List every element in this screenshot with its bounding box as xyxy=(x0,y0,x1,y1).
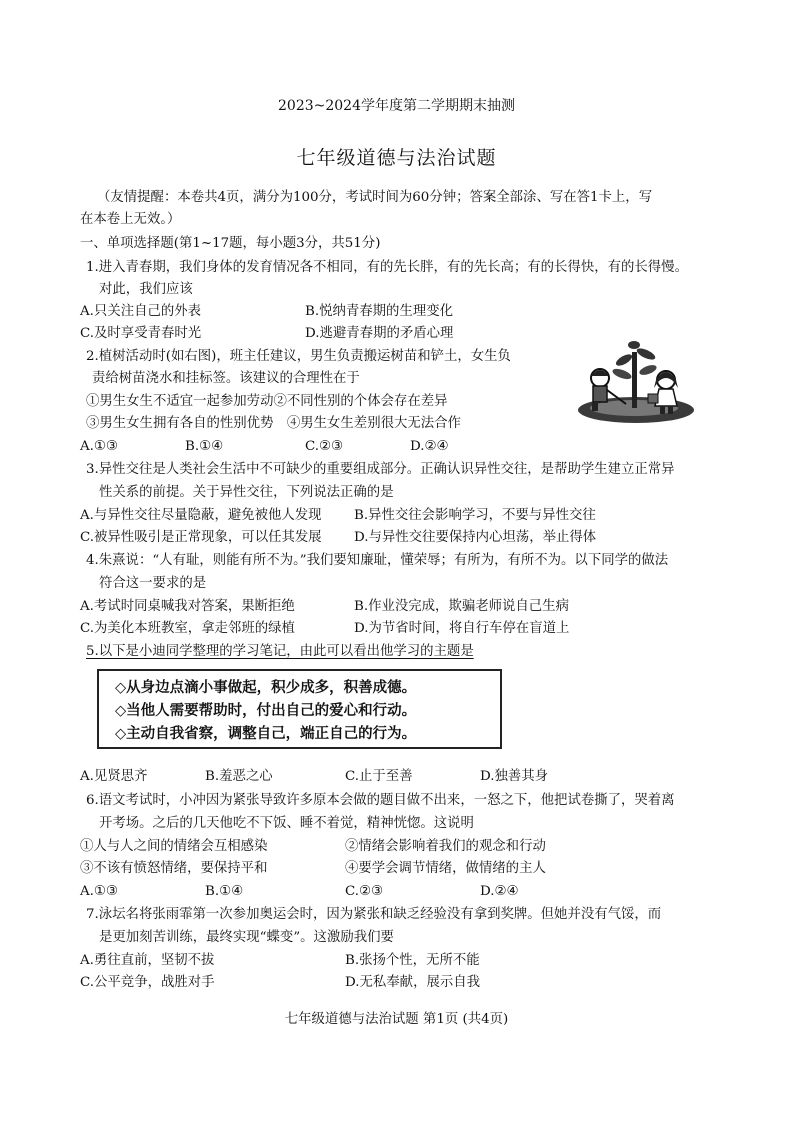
q6-statement-3: ③不该有愤怒情绪，要保持平和 xyxy=(80,861,268,876)
q5-option-b: B.羞恶之心 xyxy=(205,769,273,784)
q4-stem-2: 符合这一要求的是 xyxy=(99,576,207,591)
exam-year: 2023~2024学年度第二学期期末抽测 xyxy=(278,98,515,114)
notice-line-2: 在本卷上无效。） xyxy=(80,212,181,227)
page-footer: 七年级道德与法治试题 第1页 (共4页) xyxy=(284,1012,509,1027)
q1-option-d: D.逃避青春期的矛盾心理 xyxy=(305,326,454,341)
q3-option-c: C.被异性吸引是正常现象，可以任其发展 xyxy=(80,530,322,545)
q7-stem-2: 是更加刻苦训练，最终实现“蝶变”。这激励我们要 xyxy=(99,930,394,945)
q4-stem-1: 4.朱熹说：“人有耻，则能有所不为。”我们要知廉耻，懂荣辱；有所为，有所不为。以下同学的做法 xyxy=(86,553,669,568)
q7-option-d: D.无私奉献，展示自我 xyxy=(345,975,481,990)
q2-stem-2: 责给树苗浇水和挂标签。该建议的合理性在于 xyxy=(92,371,360,386)
q6-stem-2: 开考场。之后的几天他吃不下饭、睡不着觉，精神恍惚。这说明 xyxy=(99,816,474,831)
q6-option-a: A.①③ xyxy=(80,884,118,899)
q1-option-a: A.只关注自己的外表 xyxy=(80,304,202,319)
q2-statements-1: ①男生女生不适宜一起参加劳动②不同性别的个体会存在差异 xyxy=(86,394,448,409)
q3-option-d: D.与异性交往要保持内心坦荡，举止得体 xyxy=(354,530,597,545)
q2-option-c: C.②③ xyxy=(305,439,344,454)
study-notes-box xyxy=(97,669,502,749)
q2-option-b: B.①④ xyxy=(185,439,224,454)
q1-option-c: C.及时享受青春时光 xyxy=(80,326,202,341)
q6-statement-2: ②情绪会影响着我们的观念和行动 xyxy=(345,839,546,854)
q1-stem-1: 1.进入青春期，我们身体的发育情况各不相同，有的先长胖，有的先长高；有的长得快，有的长得慢。 xyxy=(86,260,688,275)
q7-option-c: C.公平竞争，战胜对手 xyxy=(80,975,215,990)
q2-option-a: A.①③ xyxy=(80,439,118,454)
q7-stem-1: 7.泳坛名将张雨霏第一次参加奥运会时，因为紧张和缺乏经验没有拿到奖牌。但她并没有气馁，而 xyxy=(86,907,662,922)
q7-option-a: A.勇往直前，坚韧不拔 xyxy=(80,953,215,968)
q4-option-b: B.作业没完成，欺骗老师说自己生病 xyxy=(354,599,569,614)
q6-option-b: B.①④ xyxy=(205,884,244,899)
q3-option-b: B.异性交往会影响学习，不要与异性交往 xyxy=(354,508,596,523)
q5-option-c: C.止于至善 xyxy=(345,769,413,784)
q6-stem-1: 6.语文考试时，小冲因为紧张导致许多原本会做的题目做不出来，一怒之下，他把试卷撕了，哭着离 xyxy=(86,793,675,808)
q2-statements-2: ③男生女生拥有各自的性别优势 ④男生女生差别很大无法合作 xyxy=(86,416,461,431)
q5-option-a: A.见贤思齐 xyxy=(80,769,148,784)
q3-stem-2: 性关系的前提。关于异性交往，下列说法正确的是 xyxy=(99,485,394,500)
q1-option-b: B.悦纳青春期的生理变化 xyxy=(305,304,454,319)
q6-statement-4: ④要学会调节情绪，做情绪的主人 xyxy=(345,861,546,876)
q5-stem: 5.以下是小迪同学整理的学习笔记，由此可以看出他学习的主题是 xyxy=(86,644,474,659)
study-note-2: ◇当他人需要帮助时，付出自己的爱心和行动。 xyxy=(115,703,417,719)
q4-option-a: A.考试时同桌喊我对答案，果断拒绝 xyxy=(80,599,295,614)
q6-statement-1: ①人与人之间的情绪会互相感染 xyxy=(80,839,268,854)
q4-option-c: C.为美化本班教室，拿走邻班的绿植 xyxy=(80,621,295,636)
notice-line-1: （友情提醒：本卷共4页，满分为100分，考试时间为60分钟；答案全部涂、写在答1卡上，写 xyxy=(97,190,653,205)
q6-option-d: D.②④ xyxy=(480,884,519,899)
exam-title: 七年级道德与法治试题 xyxy=(296,147,497,169)
q2-stem-1: 2.植树活动时(如右图)，班主任建议，男生负责搬运树苗和铲土，女生负 xyxy=(86,349,511,364)
study-note-3: ◇主动自我省察，调整自己，端正自己的行为。 xyxy=(115,726,417,742)
q4-option-d: D.为节省时间，将自行车停在盲道上 xyxy=(354,621,570,636)
q2-option-d: D.②④ xyxy=(410,439,449,454)
section-heading: 一、单项选择题(第1~17题，每小题3分，共51分) xyxy=(80,236,381,251)
q6-option-c: C.②③ xyxy=(345,884,384,899)
study-note-1: ◇从身边点滴小事做起，积少成多，积善成德。 xyxy=(115,680,417,696)
q7-option-b: B.张扬个性，无所不能 xyxy=(345,953,480,968)
q1-stem-2: 对此，我们应该 xyxy=(99,282,193,297)
q3-option-a: A.与异性交往尽量隐蔽，避免被他人发现 xyxy=(80,508,322,523)
tree-planting-illustration xyxy=(574,338,702,426)
q3-stem-1: 3.异性交往是人类社会生活中不可缺少的重要组成部分。正确认识异性交往，是帮助学生建立正常异 xyxy=(86,462,675,477)
q5-option-d: D.独善其身 xyxy=(480,769,549,784)
